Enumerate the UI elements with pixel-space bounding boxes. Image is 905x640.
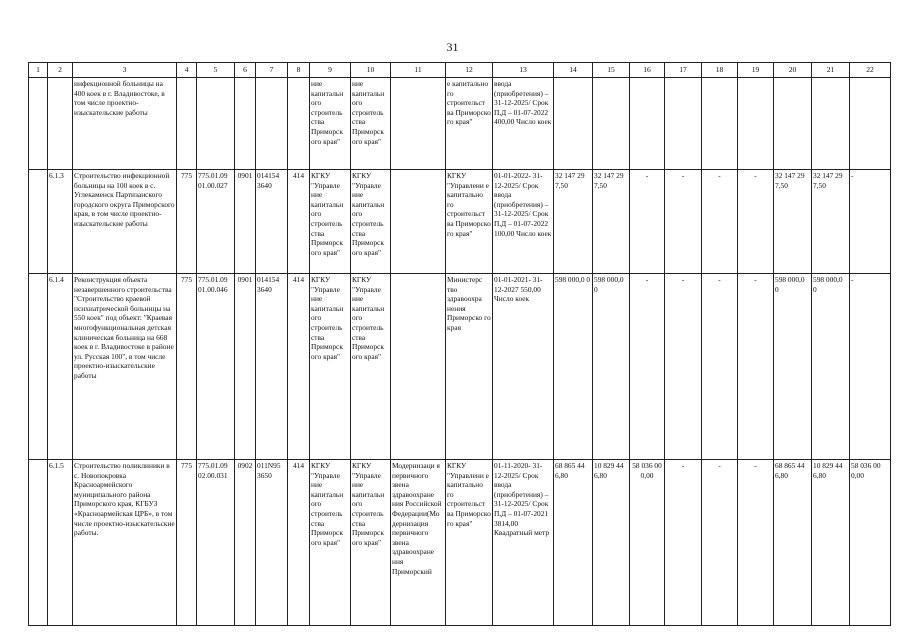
table-cell xyxy=(235,274,256,460)
table-cell xyxy=(812,78,850,170)
cell-text: - xyxy=(681,275,685,284)
table-cell xyxy=(446,170,493,274)
cell-text: - xyxy=(754,461,757,470)
header-cell: 17 xyxy=(665,63,702,78)
table-cell xyxy=(197,274,235,460)
table-cell xyxy=(850,460,891,626)
table-cell xyxy=(235,78,256,170)
cell-text: - xyxy=(645,275,649,284)
cell-text: 014154 3640 xyxy=(257,171,280,190)
table-cell xyxy=(177,274,197,460)
table-row xyxy=(29,170,891,274)
table-cell xyxy=(235,170,256,274)
table-cell xyxy=(73,170,177,274)
cell-text: Министерс тво здравоохра нения Приморско го края xyxy=(447,275,491,332)
table-cell xyxy=(812,274,850,460)
table-cell xyxy=(738,78,774,170)
cell-text: Строительство поликлиники в с. Новопокровка Красноармейского муниципального района Приморского края, КГБУЗ «Красноармейская ЦРБ», в том числе проектно-изыскательские работы. xyxy=(74,461,175,538)
table-cell xyxy=(351,460,391,626)
cell-text: КГКУ "Управле ние капитальн ого строитель ства Приморск ого края" xyxy=(311,275,344,361)
header-cell: 8 xyxy=(288,63,310,78)
cell-text: 6.1.4 xyxy=(49,275,64,284)
data-table xyxy=(28,62,891,626)
cell-text: 0901 xyxy=(237,275,253,284)
table-cell xyxy=(593,78,630,170)
table-cell xyxy=(738,170,774,274)
cell-text: 775.01.09 01.00.027 xyxy=(198,171,228,190)
cell-text: е капитально го строительст ва Приморско го края" xyxy=(447,79,491,127)
table-cell xyxy=(665,460,702,626)
cell-text: 32 147 29 7,50 xyxy=(555,171,585,190)
table-cell xyxy=(850,78,891,170)
table-cell xyxy=(256,274,288,460)
table-cell xyxy=(351,78,391,170)
table-cell xyxy=(48,274,73,460)
table-cell xyxy=(256,460,288,626)
cell-text: 10 829 44 6,80 xyxy=(813,461,843,480)
cell-text: - xyxy=(851,171,854,180)
cell-text: 775.01.09 01.00.046 xyxy=(198,275,228,294)
table-cell xyxy=(593,274,630,460)
cell-text: КГКУ "Управле ние капитальн ого строитель ства Приморск ого края" xyxy=(311,171,344,257)
table-cell xyxy=(554,78,593,170)
cell-text: 014154 3640 xyxy=(257,275,280,294)
cell-text: 598 000,0 0 xyxy=(555,275,591,284)
table-cell xyxy=(48,460,73,626)
table-cell xyxy=(391,170,446,274)
table-cell xyxy=(351,170,391,274)
table-cell xyxy=(235,460,256,626)
table-cell xyxy=(73,460,177,626)
table-row xyxy=(29,460,891,626)
table-cell xyxy=(48,170,73,274)
cell-text: КГКУ "Управле ние капитальн ого строитель ства Приморск ого края" xyxy=(352,275,385,361)
page-number: 31 xyxy=(446,40,459,54)
cell-text: 58 036 00 0,00 xyxy=(632,461,662,480)
cell-text: 01-01-2021- 31-12-2027 550,00 Число коек xyxy=(494,275,543,304)
header-cell: 14 xyxy=(554,63,593,78)
cell-text: 598 000,0 0 xyxy=(594,275,624,294)
table-cell xyxy=(665,274,702,460)
table-cell xyxy=(630,460,665,626)
cell-text: 6.1.5 xyxy=(49,461,64,470)
header-cell: 7 xyxy=(256,63,288,78)
cell-text: 0902 xyxy=(237,461,253,470)
header-cell: 12 xyxy=(446,63,493,78)
cell-text: ние капитальн ого строитель ства Приморск ого края" xyxy=(311,79,344,146)
table-cell xyxy=(850,170,891,274)
cell-text: 775 xyxy=(180,275,193,284)
cell-text: 598 000,0 0 xyxy=(813,275,843,294)
cell-text: 775 xyxy=(180,461,193,470)
header-cell: 4 xyxy=(177,63,197,78)
cell-text: 414 xyxy=(292,171,305,180)
header-cell: 18 xyxy=(702,63,738,78)
table-cell xyxy=(630,170,665,274)
table-cell xyxy=(554,170,593,274)
header-cell: 1 xyxy=(29,63,48,78)
table-cell xyxy=(29,170,48,274)
table-cell xyxy=(310,460,351,626)
cell-text: 32 147 29 7,50 xyxy=(594,171,624,190)
table-cell xyxy=(702,170,738,274)
cell-text: 775.01.09 02.00.031 xyxy=(198,461,228,480)
cell-text: - xyxy=(681,461,685,470)
table-cell xyxy=(288,460,310,626)
table-cell xyxy=(351,274,391,460)
table-cell xyxy=(256,78,288,170)
table-cell xyxy=(310,274,351,460)
header-cell: 6 xyxy=(235,63,256,78)
cell-text: 01-11-2020- 31-12-2025/ Срок ввода (приобретения) – 31-12-2025/ Срок П,Д – 01-07-2021 3814,00 Квадратный метр xyxy=(494,461,550,538)
table-cell xyxy=(197,460,235,626)
table-cell xyxy=(73,78,177,170)
table-cell xyxy=(493,78,554,170)
table-cell xyxy=(630,78,665,170)
table-cell xyxy=(391,274,446,460)
cell-text: - xyxy=(718,171,721,180)
table-cell xyxy=(593,460,630,626)
cell-text: 01-01-2022- 31-12-2025/ Срок ввода (приобретения) – 31-12-2025/ Срок П,Д – 01-07-2022 100,00 Число коек xyxy=(494,171,552,238)
table-cell xyxy=(177,170,197,274)
table-cell xyxy=(774,78,812,170)
cell-text: 68 865 44 6,80 xyxy=(775,461,805,480)
table-cell xyxy=(197,170,235,274)
table-cell xyxy=(288,274,310,460)
table-cell xyxy=(446,274,493,460)
cell-text: - xyxy=(718,461,721,470)
table-row xyxy=(29,274,891,460)
table-cell xyxy=(774,460,812,626)
table-row xyxy=(29,78,891,170)
header-cell: 19 xyxy=(738,63,774,78)
table-cell xyxy=(29,460,48,626)
cell-text: 011N95 3650 xyxy=(257,461,281,480)
table-cell xyxy=(493,170,554,274)
table-cell xyxy=(288,170,310,274)
cell-text: 414 xyxy=(292,275,305,284)
header-cell: 21 xyxy=(812,63,850,78)
table-cell xyxy=(702,274,738,460)
cell-text: - xyxy=(851,275,854,284)
cell-text: 32 147 29 7,50 xyxy=(813,171,843,190)
cell-text: Строительство инфекционной больницы на 100 коек в с. Углекаменск Партизанского городского округа Приморского края, в том числе проектно-изыскательские работы xyxy=(74,171,175,228)
cell-text: 414 xyxy=(292,461,305,470)
table-cell xyxy=(493,460,554,626)
table-cell xyxy=(702,78,738,170)
cell-text: 32 147 29 7,50 xyxy=(775,171,805,190)
table-cell xyxy=(446,78,493,170)
header-cell: 22 xyxy=(850,63,891,78)
table-cell xyxy=(177,78,197,170)
cell-text: Реконструкция объекта незавершенного строительства "Строительство краевой психиатрической больницы на 550 коек" под объект: "Краевая многофункциональная детская клиническая больница на 668 коек в г. Владивостоке в районе ул. Русская 100", в том числе проектно-изыскательские работы xyxy=(74,275,174,380)
cell-text: - xyxy=(718,275,721,284)
table-cell xyxy=(391,78,446,170)
table-cell xyxy=(665,170,702,274)
cell-text: ние капитальн ого строитель ства Приморск ого края" xyxy=(352,79,385,146)
cell-text: КГКУ "Управле ние капитальн ого строитель ства Приморск ого края" xyxy=(311,461,344,547)
cell-text: - xyxy=(645,171,649,180)
table-cell xyxy=(593,170,630,274)
table-cell xyxy=(310,170,351,274)
header-cell: 2 xyxy=(48,63,73,78)
table-cell xyxy=(665,78,702,170)
header-cell: 11 xyxy=(391,63,446,78)
table-cell xyxy=(738,274,774,460)
cell-text: Модернизаци я первичного звена здравоохране ния Российской Федерации(Мо дернизация первичного звена здравоохране ния Приморский xyxy=(392,461,442,576)
cell-text: 0901 xyxy=(237,171,253,180)
cell-text: 10 829 44 6,80 xyxy=(594,461,624,480)
cell-text: - xyxy=(681,171,685,180)
table-cell xyxy=(630,274,665,460)
header-cell: 13 xyxy=(493,63,554,78)
header-cell: 5 xyxy=(197,63,235,78)
table-cell xyxy=(29,78,48,170)
table-cell xyxy=(554,460,593,626)
table-cell xyxy=(812,460,850,626)
table-cell xyxy=(48,78,73,170)
header-cell: 16 xyxy=(630,63,665,78)
cell-text: 598 000,0 0 xyxy=(775,275,805,294)
table-cell xyxy=(177,460,197,626)
cell-text: КГКУ "Управлени е капитально го строительст ва Приморско го края" xyxy=(447,461,491,528)
header-cell: 9 xyxy=(310,63,351,78)
table-cell xyxy=(774,274,812,460)
header-cell: 15 xyxy=(593,63,630,78)
cell-text: 775 xyxy=(180,171,193,180)
table-cell xyxy=(554,274,593,460)
table-cell xyxy=(493,274,554,460)
table-cell xyxy=(197,78,235,170)
cell-text: КГКУ "Управле ние капитальн ого строитель ства Приморск ого края" xyxy=(352,461,385,547)
cell-text: КГКУ "Управле ние капитальн ого строитель ства Приморск ого края" xyxy=(352,171,385,257)
table-cell xyxy=(850,274,891,460)
cell-text: - xyxy=(754,275,757,284)
header-row xyxy=(29,63,891,78)
table-cell xyxy=(702,460,738,626)
table-cell xyxy=(774,170,812,274)
table-cell xyxy=(288,78,310,170)
header-cell: 10 xyxy=(351,63,391,78)
cell-text: - xyxy=(754,171,757,180)
table-cell xyxy=(446,460,493,626)
cell-text: 58 036 00 0,00 xyxy=(851,461,881,480)
header-cell: 20 xyxy=(774,63,812,78)
cell-text: ввода (приобретения) – 31-12-2025/ Срок П,Д – 01-07-2022 400,00 Число коек xyxy=(494,79,552,127)
table-cell xyxy=(29,274,48,460)
table-cell xyxy=(738,460,774,626)
cell-text: инфекционной больницы на 400 коек в г. Владивостоке, в том числе проектно-изыскательские работы xyxy=(74,79,165,117)
table-cell xyxy=(73,274,177,460)
table-cell xyxy=(391,460,446,626)
cell-text: 68 865 44 6,80 xyxy=(555,461,585,480)
table-cell xyxy=(812,170,850,274)
table-cell xyxy=(256,170,288,274)
cell-text: КГКУ "Управлени е капитально го строительст ва Приморско го края" xyxy=(447,171,491,238)
cell-text: 6.1.3 xyxy=(49,171,64,180)
table-cell xyxy=(310,78,351,170)
header-cell: 3 xyxy=(73,63,177,78)
